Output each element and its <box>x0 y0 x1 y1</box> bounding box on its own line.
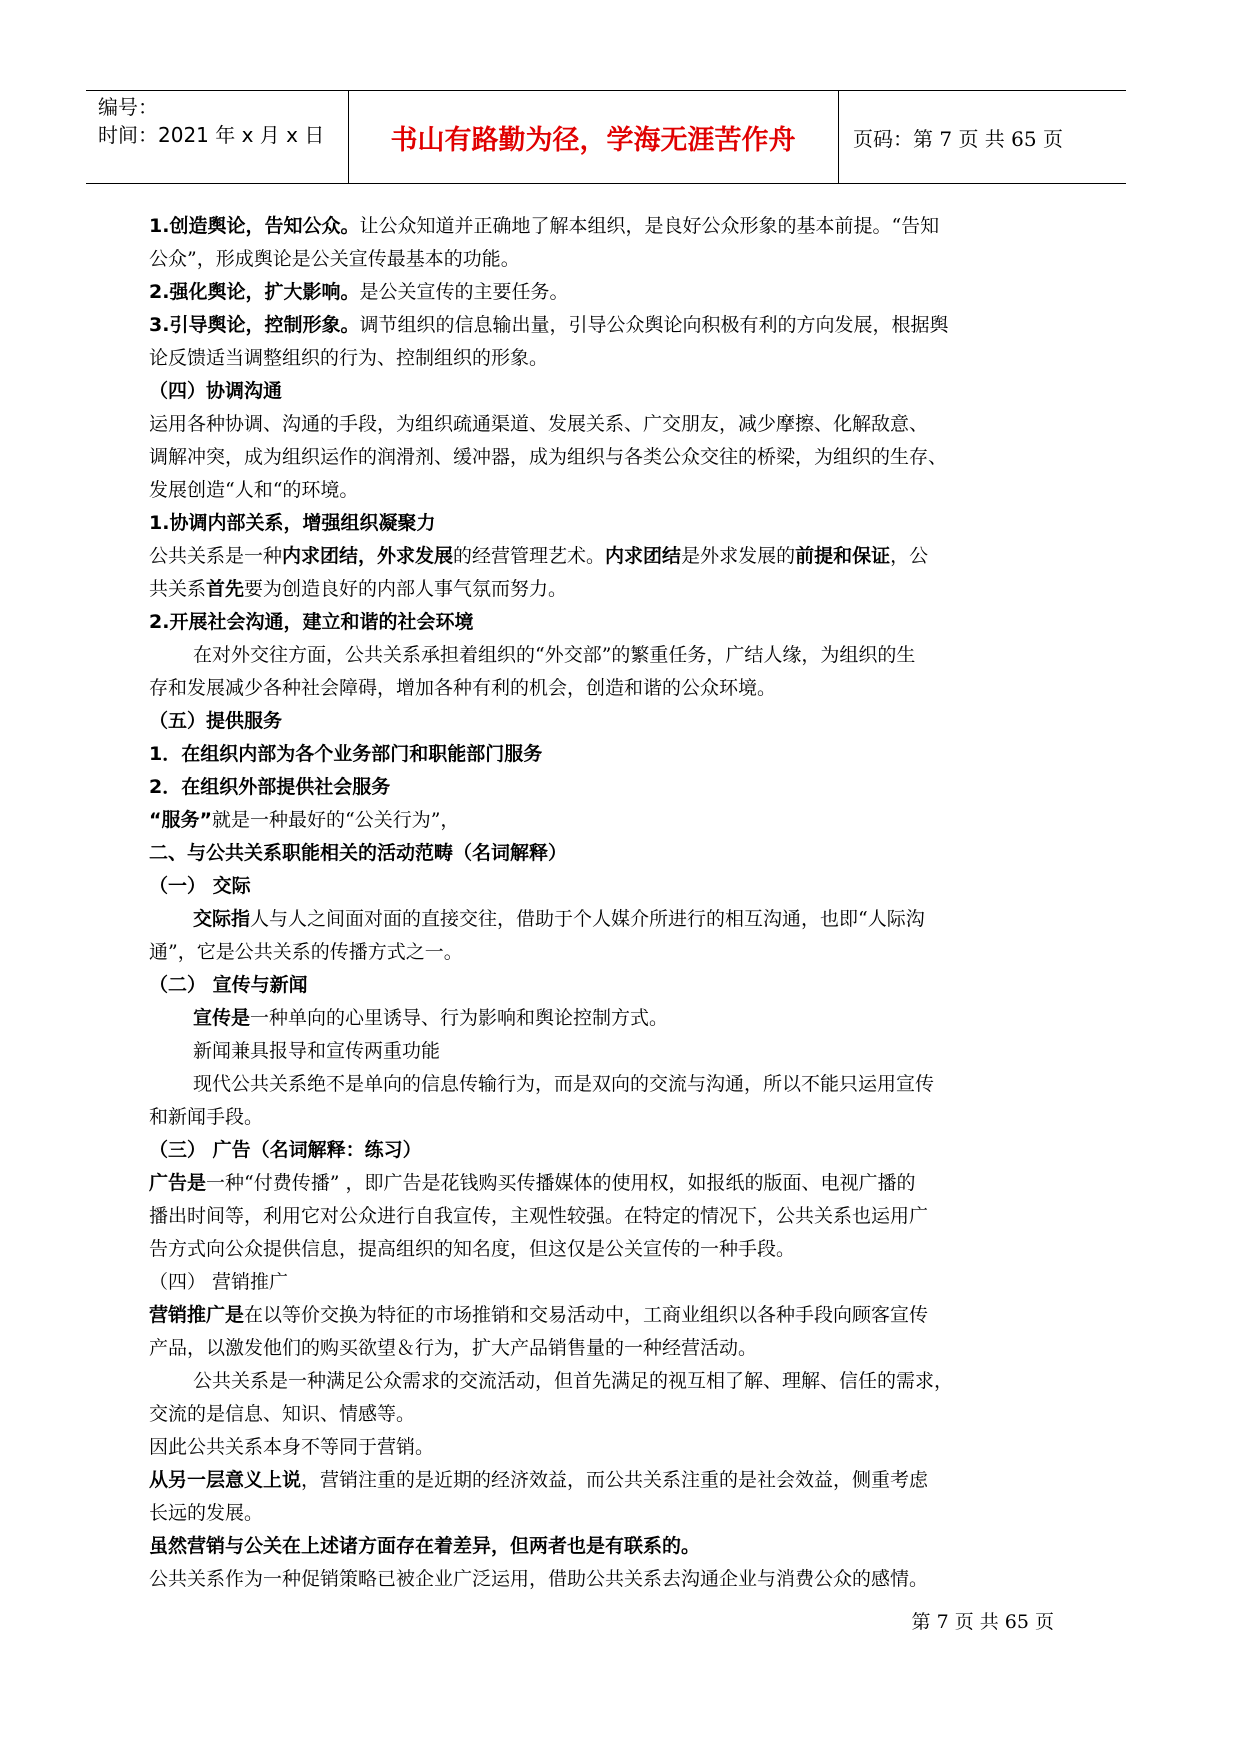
text-line <box>149 408 1061 441</box>
text-line <box>149 705 1061 738</box>
serial-label: 编号： <box>98 95 158 119</box>
bold-text: 2.强化舆论，扩大影响。 <box>149 281 360 303</box>
text-span: 在对外交往方面，公共关系承担着组织的“外交部”的繁重任务，广结人缘，为组织的生 <box>193 644 916 666</box>
text-span: 发展创造“人和“的环境。 <box>149 479 359 501</box>
text-line <box>149 936 1061 969</box>
text-span: 论反馈适当调整组织的行为、控制组织的形象。 <box>149 347 549 369</box>
header-meta <box>98 93 324 149</box>
text-span: 是公关宣传的主要任务。 <box>359 281 569 303</box>
text-span: 公众”，形成舆论是公关宣传最基本的功能。 <box>149 248 520 270</box>
text-line <box>149 243 1061 276</box>
text-span: 人与人之间面对面的直接交往，借助于个人媒介所进行的相互沟通，也即“人际沟 <box>250 908 925 930</box>
bold-text: 内求团结 <box>605 545 682 567</box>
text-line <box>149 672 1061 705</box>
text-line <box>149 1497 1061 1530</box>
document-header <box>86 90 1126 184</box>
document-body <box>149 210 1061 1596</box>
bold-text: 虽然营销与公关在上述诸方面存在着差异，但两者也是有联系的。 <box>149 1535 701 1557</box>
text-line <box>149 771 1061 804</box>
bold-text: 交际指 <box>193 908 251 930</box>
text-line <box>149 1002 1061 1035</box>
text-line <box>149 738 1061 771</box>
text-span: 在以等价交换为特征的市场推销和交易活动中，工商业组织以各种手段向顾客宣传 <box>244 1304 929 1326</box>
bold-text: 2.开展社会沟通，建立和谐的社会环境 <box>149 611 474 633</box>
bold-text: 首先 <box>206 578 245 600</box>
bold-text: 广告是 <box>149 1172 207 1194</box>
bold-text: （三） 广告（名词解释：练习） <box>149 1139 422 1161</box>
bold-text: 3.引导舆论，控制形象。 <box>149 314 360 336</box>
text-line <box>149 1299 1061 1332</box>
text-line <box>149 276 1061 309</box>
bold-text: 营销推广是 <box>149 1304 245 1326</box>
text-line <box>149 441 1061 474</box>
bold-text: 2．在组织外部提供社会服务 <box>149 776 391 798</box>
text-span: 产品，以激发他们的购买欲望＆行为，扩大产品销售量的一种经营活动。 <box>149 1337 758 1359</box>
text-span: （四） 营销推广 <box>149 1271 289 1293</box>
text-span: 就是一种最好的“公关行为”， <box>211 809 460 831</box>
bold-text: 1．在组织内部为各个业务部门和职能部门服务 <box>149 743 543 765</box>
text-line <box>149 639 1061 672</box>
bold-text: （一） 交际 <box>149 875 251 897</box>
bold-text: 前提和保证 <box>795 545 891 567</box>
date-label: 时间：2021 年 x 月 x 日 <box>98 123 325 147</box>
text-line <box>149 1365 1061 1398</box>
text-span: 因此公共关系本身不等同于营销。 <box>149 1436 435 1458</box>
text-span: 公共关系是一种 <box>149 545 283 567</box>
header-page-number: 页码：第 7 页 共 65 页 <box>853 126 1063 151</box>
text-line <box>149 870 1061 903</box>
text-span: 公共关系作为一种促销策略已被企业广泛运用，借助公共关系去沟通企业与消费公众的感情。 <box>149 1568 929 1590</box>
text-line <box>149 1167 1061 1200</box>
bold-text: 从另一层意义上说 <box>149 1469 302 1491</box>
text-line <box>149 474 1061 507</box>
bold-text: （二） 宣传与新闻 <box>149 974 308 996</box>
text-span: 一种“付费传播” ，即广告是花钱购买传播媒体的使用权，如报纸的版面、电视广播的 <box>206 1172 916 1194</box>
text-span: 新闻兼具报导和宣传两重功能 <box>193 1040 441 1062</box>
text-span: 共关系 <box>149 578 207 600</box>
text-line <box>149 1431 1061 1464</box>
text-line <box>149 1233 1061 1266</box>
text-line <box>149 606 1061 639</box>
text-span: 通”，它是公共关系的传播方式之一。 <box>149 941 463 963</box>
text-line <box>149 1530 1061 1563</box>
bold-text: （四）协调沟通 <box>149 380 283 402</box>
text-span: 运用各种协调、沟通的手段，为组织疏通渠道、发展关系、广交朋友，减少摩擦、化解敌意、 <box>149 413 929 435</box>
text-line <box>149 375 1061 408</box>
text-line <box>149 1464 1061 1497</box>
bold-text: 1.创造舆论，告知公众。 <box>149 215 360 237</box>
bold-text: “服务” <box>149 809 212 831</box>
text-span: 现代公共关系绝不是单向的信息传输行为，而是双向的交流与沟通，所以不能只运用宣传 <box>193 1073 935 1095</box>
text-line <box>149 804 1061 837</box>
text-line <box>149 903 1061 936</box>
bold-text: 二、与公共关系职能相关的活动范畴（名词解释） <box>149 842 568 864</box>
text-line <box>149 1134 1061 1167</box>
text-line <box>149 309 1061 342</box>
text-line <box>149 540 1061 573</box>
text-line <box>149 969 1061 1002</box>
text-line <box>149 1266 1061 1299</box>
text-line <box>149 1563 1061 1596</box>
text-line <box>149 573 1061 606</box>
text-span: 长远的发展。 <box>149 1502 264 1524</box>
text-line <box>149 210 1061 243</box>
header-divider <box>838 91 839 183</box>
text-line <box>149 1101 1061 1134</box>
text-span: 公共关系是一种满足公众需求的交流活动，但首先满足的视互相了解、理解、信任的需求， <box>193 1370 954 1392</box>
text-line <box>149 837 1061 870</box>
header-motto: 书山有路勤为径，学海无涯苦作舟 <box>390 124 796 156</box>
text-line <box>149 342 1061 375</box>
text-span: 要为创造良好的内部人事气氛而努力。 <box>244 578 568 600</box>
footer-page-number: 第 7 页 共 65 页 <box>911 1611 1054 1633</box>
text-line <box>149 1332 1061 1365</box>
bold-text: 1.协调内部关系，增强组织凝聚力 <box>149 512 436 534</box>
text-span: 告方式向公众提供信息，提高组织的知名度，但这仅是公关宣传的一种手段。 <box>149 1238 796 1260</box>
text-line <box>149 1200 1061 1233</box>
text-span: 的经营管理艺术。 <box>453 545 606 567</box>
text-span: 交流的是信息、知识、情感等。 <box>149 1403 416 1425</box>
text-span: 调解冲突，成为组织运作的润滑剂、缓冲器，成为组织与各类公众交往的桥梁，为组织的生存、 <box>149 446 948 468</box>
text-span: 和新闻手段。 <box>149 1106 264 1128</box>
text-line <box>149 1068 1061 1101</box>
text-span: ，营销注重的是近期的经济效益，而公共关系注重的是社会效益，侧重考虑 <box>301 1469 929 1491</box>
text-span: 调节组织的信息输出量，引导公众舆论向积极有利的方向发展，根据舆 <box>359 314 949 336</box>
text-span: 一种单向的心里诱导、行为影响和舆论控制方式。 <box>250 1007 669 1029</box>
text-span: 让公众知道并正确地了解本组织，是良好公众形象的基本前提。“告知 <box>359 215 940 237</box>
bold-text: 宣传是 <box>193 1007 251 1029</box>
bold-text: （五）提供服务 <box>149 710 283 732</box>
text-span: 存和发展减少各种社会障碍，增加各种有利的机会，创造和谐的公众环境。 <box>149 677 777 699</box>
text-line <box>149 507 1061 540</box>
text-line <box>149 1035 1061 1068</box>
text-span: 播出时间等，利用它对公众进行自我宣传，主观性较强。在特定的情况下，公共关系也运用广 <box>149 1205 929 1227</box>
text-line <box>149 1398 1061 1431</box>
text-span: ，公 <box>890 545 929 567</box>
bold-text: 内求团结，外求发展 <box>282 545 454 567</box>
text-span: 是外求发展的 <box>681 545 796 567</box>
